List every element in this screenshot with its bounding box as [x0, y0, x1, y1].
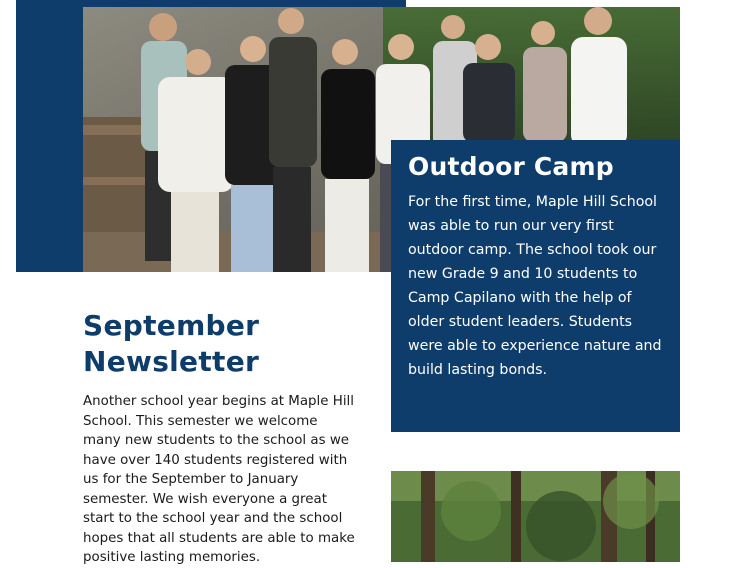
forest-photo-illustration	[391, 471, 680, 562]
newsletter-title: September Newsletter	[83, 309, 260, 378]
newsletter-body: Another school year begins at Maple Hill School. This semester we welcome many new students to the school as we have over 140 students registered with us for the September to January semester. We wish everyone a great start to the school year and the school hopes that all students are able to make positive lasting memories.	[83, 394, 355, 565]
outdoor-camp-title: Outdoor Camp	[408, 152, 614, 181]
forest-photo	[391, 471, 680, 562]
outdoor-camp-body: For the first time, Maple Hill School was able to run our very first outdoor camp. The school took our new Grade 9 and 10 students to Camp Capilano with the help of older student leaders. Students were able to experience nature and build lasting bonds.	[408, 194, 662, 378]
outdoor-camp-panel	[391, 140, 680, 432]
